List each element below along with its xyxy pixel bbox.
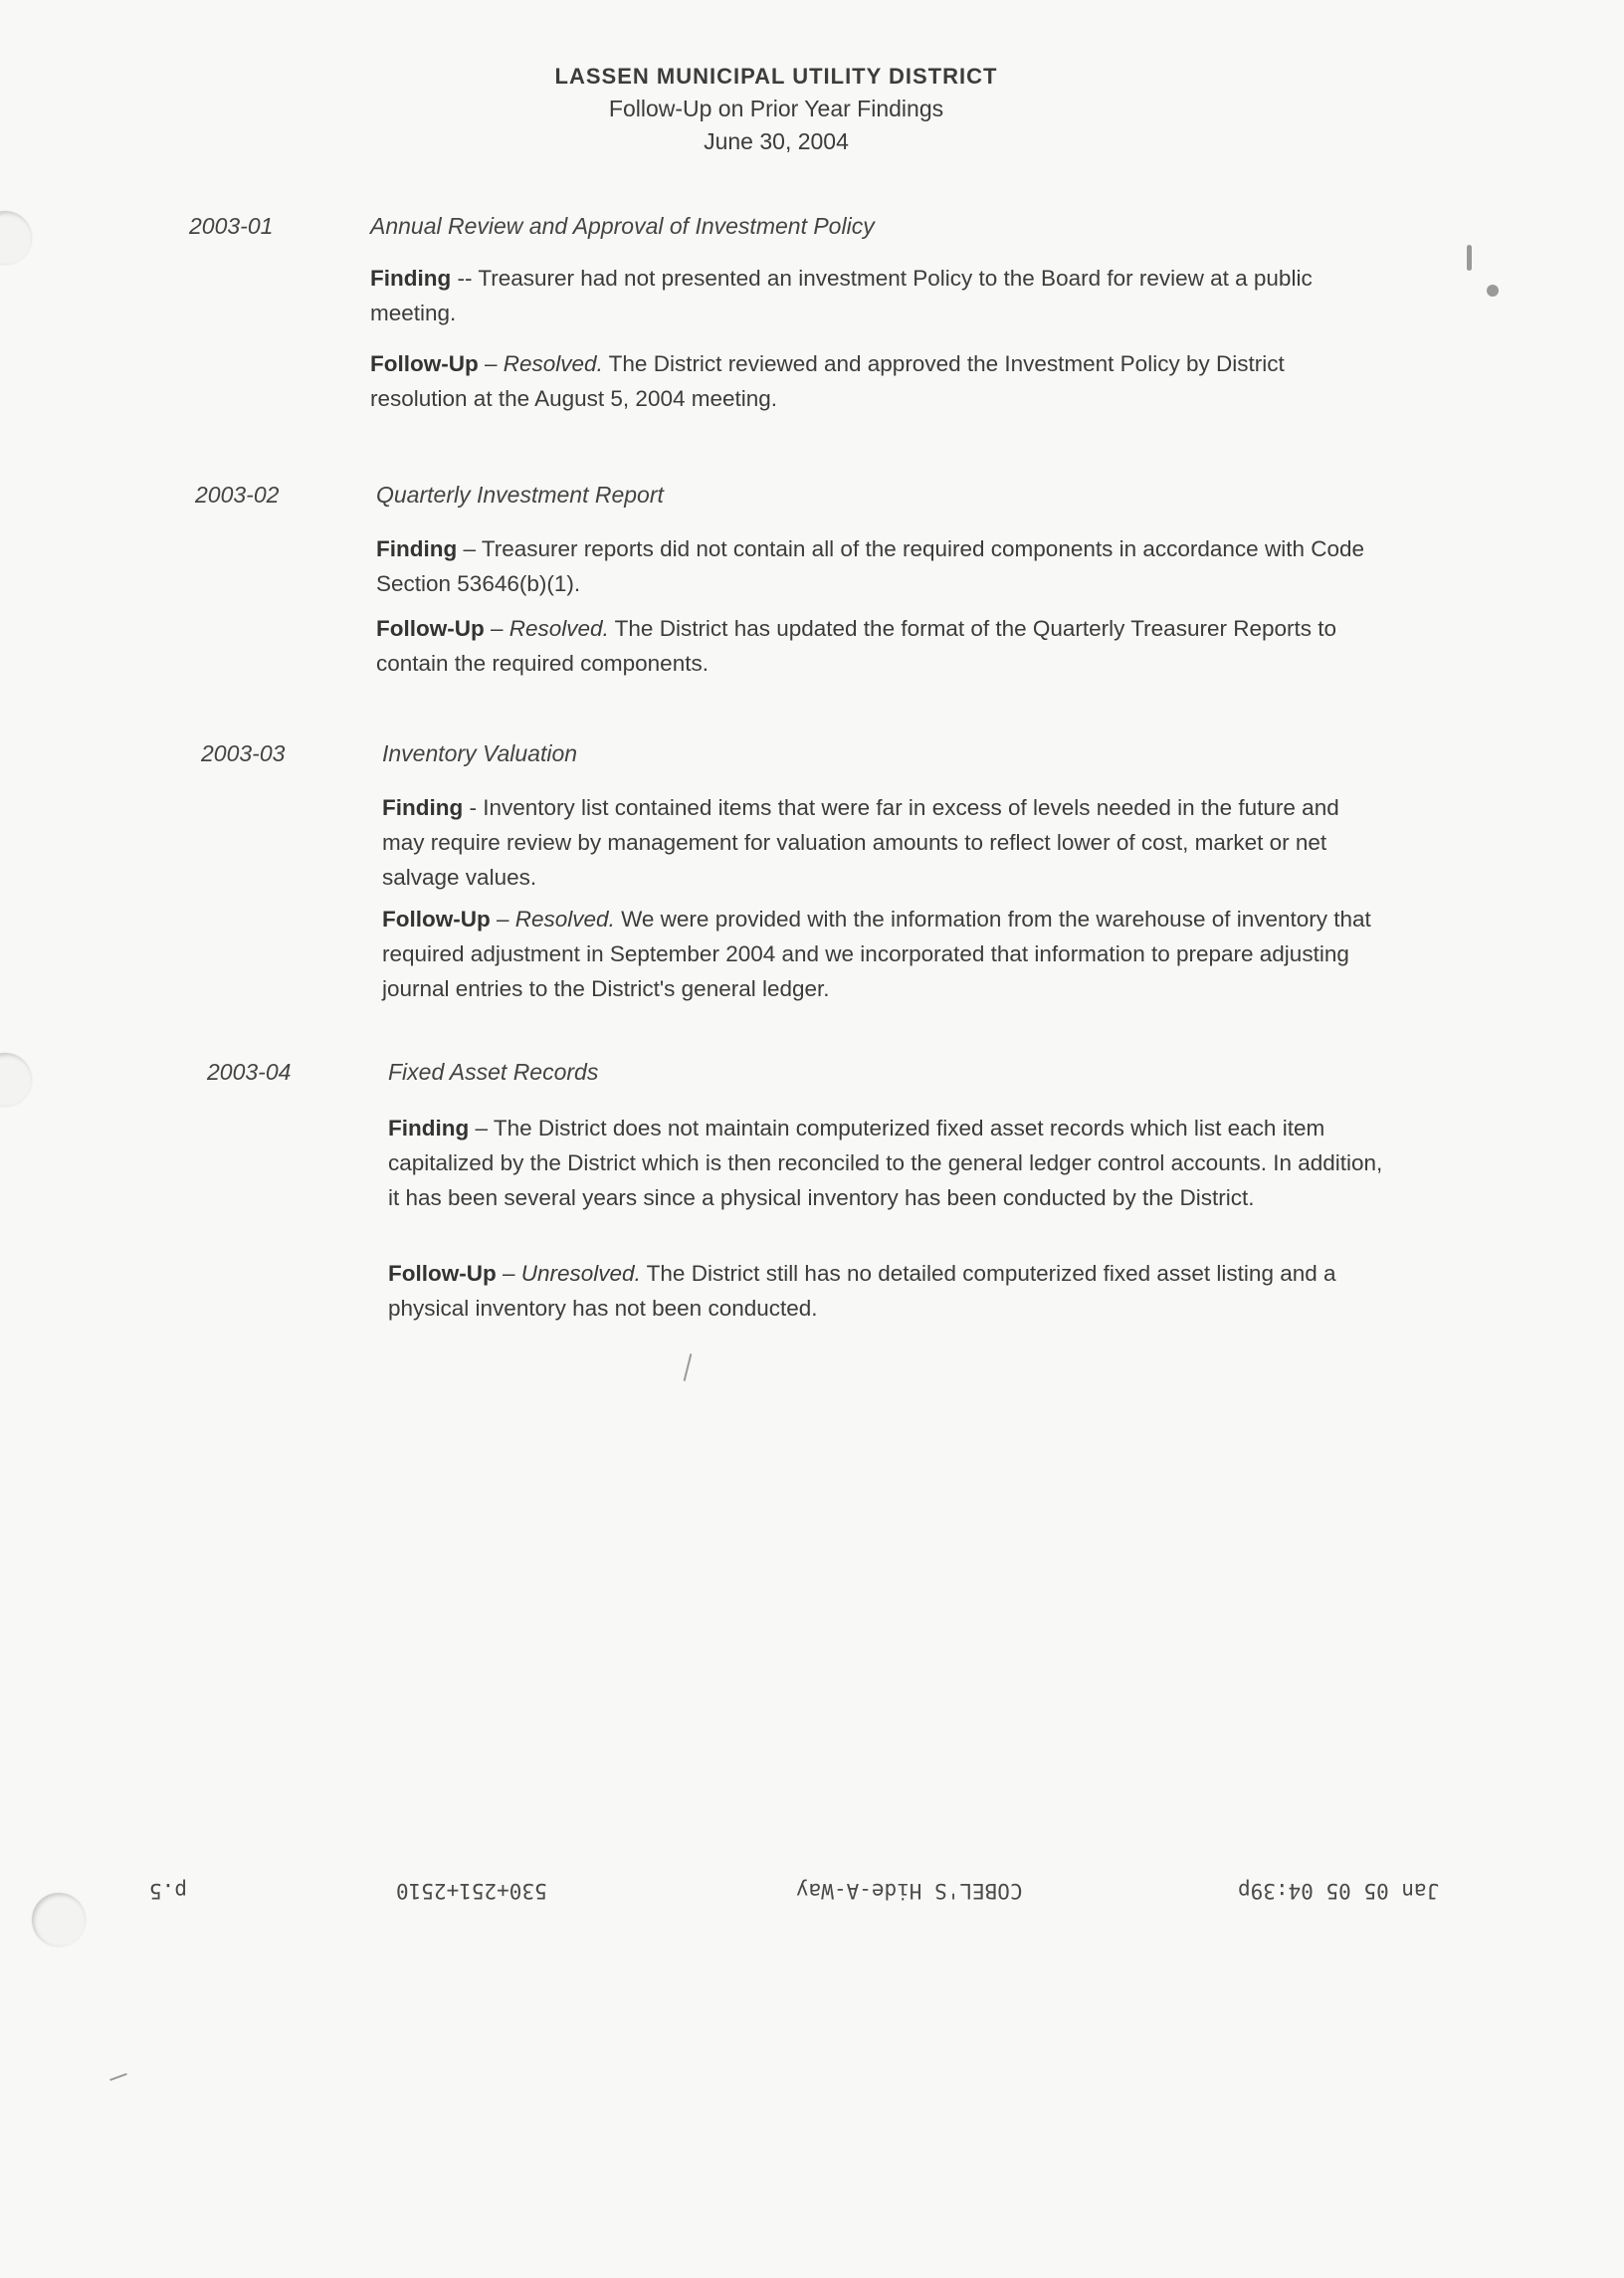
followup-separator: – xyxy=(478,351,504,376)
followup-status: Resolved. xyxy=(508,616,609,641)
followup-text: The District reviewed and approved the Investment Policy by District resolution at the August 5, 2004 meeting. xyxy=(370,351,1285,411)
finding-number: 2003-01 xyxy=(189,213,274,239)
followup-label: Follow-Up xyxy=(370,351,479,376)
finding-number: 2003-04 xyxy=(207,1059,292,1085)
finding-label: Finding xyxy=(370,266,452,291)
document-header xyxy=(0,60,1552,158)
followup-status: Unresolved. xyxy=(520,1261,641,1286)
finding-text: Treasurer had not presented an investment Policy to the Board for review at a public meeting. xyxy=(370,266,1313,325)
organization-name: LASSEN MUNICIPAL UTILITY DISTRICT xyxy=(554,64,998,89)
finding-label: Finding xyxy=(382,795,464,820)
binder-hole xyxy=(0,211,32,265)
fax-timestamp: Jan 05 05 04:39p xyxy=(1238,1879,1440,1903)
finding-text: Inventory list contained items that were far in excess of levels needed in the future and may require review by management for valuation amounts to reflect lower of cost, market or net salvage values. xyxy=(382,795,1339,890)
followup-separator: – xyxy=(490,907,515,932)
finding-number: 2003-03 xyxy=(201,740,286,766)
finding-topic: Fixed Asset Records xyxy=(388,1059,599,1085)
scan-speck xyxy=(684,1353,693,1381)
followup-status: Resolved. xyxy=(514,907,615,932)
fax-page-number: p.5 xyxy=(149,1879,187,1903)
followup-text: We were provided with the information from the warehouse of inventory that required adjustment in September 2004 and we incorporated that information to prepare adjusting journal entries to the District's general ledger. xyxy=(382,907,1371,1001)
finding-topic: Inventory Valuation xyxy=(382,740,578,766)
fax-sender-name: COBEL'S Hide-A-Way xyxy=(796,1879,1023,1903)
document-subtitle: Follow-Up on Prior Year Findings xyxy=(608,96,944,121)
finding-topic: Quarterly Investment Report xyxy=(376,482,664,508)
finding-number: 2003-02 xyxy=(195,482,280,508)
document-date: June 30, 2004 xyxy=(704,128,849,154)
followup-paragraph xyxy=(370,346,1365,416)
scan-speck xyxy=(109,2073,127,2081)
followup-paragraph xyxy=(388,1256,1383,1326)
followup-separator: – xyxy=(496,1261,521,1286)
followup-text: The District has updated the format of the Quarterly Treasurer Reports to contain the required components. xyxy=(376,616,1337,676)
followup-label: Follow-Up xyxy=(388,1261,497,1286)
followup-status: Resolved. xyxy=(503,351,603,376)
finding-text: Treasurer reports did not contain all of the required components in accordance with Code Section 53646(b)(1). xyxy=(376,536,1365,596)
finding-separator: – xyxy=(469,1116,494,1140)
followup-label: Follow-Up xyxy=(376,616,485,641)
finding-paragraph xyxy=(382,790,1377,895)
finding-text: The District does not maintain computerized fixed asset records which list each item capitalized by the District which is then reconciled to the general ledger control accounts. In addition, it has been several years since a physical inventory has been conducted by the District. xyxy=(388,1116,1383,1210)
followup-paragraph xyxy=(382,902,1377,1006)
finding-separator: -- xyxy=(451,266,479,291)
finding-separator: - xyxy=(463,795,484,820)
scan-speck xyxy=(1487,285,1499,297)
followup-text: The District still has no detailed computerized fixed asset listing and a physical inventory has not been conducted. xyxy=(388,1261,1336,1321)
finding-topic: Annual Review and Approval of Investment Policy xyxy=(370,213,875,239)
scan-speck xyxy=(1467,245,1472,271)
binder-hole xyxy=(0,1053,32,1107)
finding-label: Finding xyxy=(388,1116,470,1140)
followup-paragraph xyxy=(376,611,1371,681)
fax-transmission-footer xyxy=(0,1879,1624,1919)
finding-separator: – xyxy=(457,536,482,561)
fax-phone-number: 530+251+2510 xyxy=(396,1879,547,1903)
followup-label: Follow-Up xyxy=(382,907,491,932)
finding-paragraph xyxy=(370,261,1365,330)
finding-label: Finding xyxy=(376,536,458,561)
finding-paragraph xyxy=(376,531,1371,601)
finding-paragraph xyxy=(388,1111,1383,1215)
followup-separator: – xyxy=(484,616,509,641)
